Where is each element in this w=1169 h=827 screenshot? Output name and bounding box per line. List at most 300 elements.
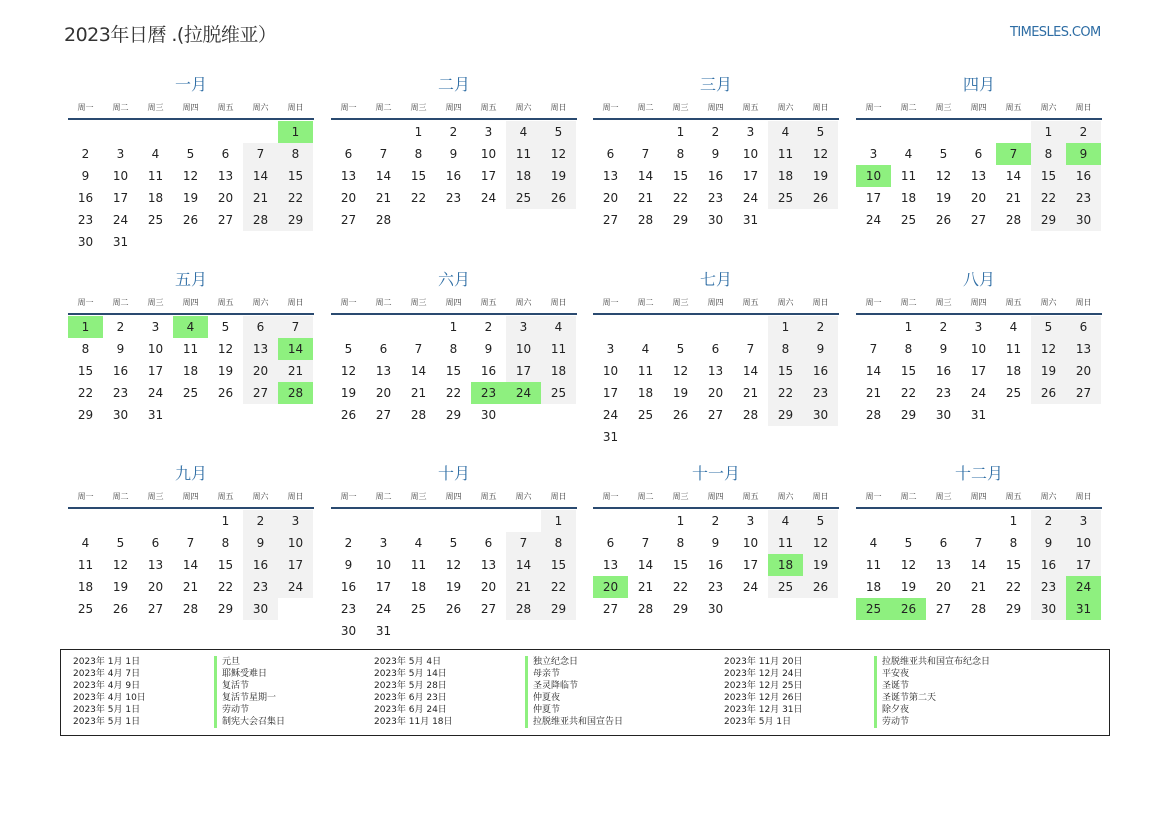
day-cell: 26 [935,213,952,227]
day-cell: 8 [676,536,685,550]
day-cell: 10 [506,338,541,360]
holiday-name: 仲夏夜 [525,692,623,704]
holiday-date: 2023年 4月 7日 [73,669,141,679]
month-block [593,463,839,620]
weekday-header [856,485,1102,507]
day-cell: 18 [1005,364,1022,378]
day-cell: 4 [869,536,878,550]
day-cell: 1 [904,320,913,334]
day-cell: 22 [1031,187,1066,209]
weekday-header [68,485,314,507]
day-grid [856,316,1102,426]
day-cell: 27 [602,602,619,616]
day-cell: 11 [865,558,882,572]
holiday-date: 2023年 11月 18日 [374,717,453,727]
day-cell: 4 [541,316,576,338]
day-cell: 7 [746,342,755,356]
holiday-name: 复活节星期一 [214,692,285,704]
empty-cell [996,121,1031,143]
weekday-label: 周二 [375,102,392,112]
day-cell: 3 [746,125,755,139]
month-name: 十月 [437,464,470,483]
day-cell: 18 [900,191,917,205]
weekday-header [856,96,1102,118]
day-cell: 27 [147,602,164,616]
weekday-label: 周四 [445,297,462,307]
day-cell: 24 [602,408,619,422]
day-cell: 23 [707,580,724,594]
day-cell: 15 [672,169,689,183]
holiday-date: 2023年 5月 14日 [374,669,447,679]
day-cell: 16 [803,360,838,382]
day-cell: 6 [243,316,278,338]
weekday-label: 周五 [480,297,497,307]
day-cell: 20 [340,191,357,205]
weekday-label: 周二 [900,297,917,307]
day-cell: 12 [1031,338,1066,360]
holiday-name: 劳动节 [874,716,990,728]
day-cell: 13 [147,558,164,572]
day-cell: 12 [112,558,129,572]
empty-cell [401,510,436,532]
empty-cell [471,510,506,532]
day-cell: 3 [746,514,755,528]
day-cell: 12 [217,342,234,356]
day-cell: 5 [221,320,230,334]
day-cell: 10 [742,147,759,161]
day-cell: 28 [410,408,427,422]
day-cell: 25 [506,187,541,209]
weekday-label: 周四 [707,491,724,501]
holiday-day-cell: 1 [278,121,313,143]
day-cell: 17 [1066,554,1101,576]
weekday-label: 周五 [217,297,234,307]
day-cell: 11 [637,364,654,378]
day-cell: 4 [768,121,803,143]
weekday-label: 周三 [672,491,689,501]
day-grid [331,121,577,231]
day-cell: 30 [112,408,129,422]
month-name: 五月 [174,270,207,289]
day-cell: 8 [221,536,230,550]
empty-cell [628,510,663,532]
day-cell: 16 [340,580,357,594]
day-cell: 8 [278,143,313,165]
day-cell: 9 [81,169,90,183]
holiday-name-column [214,656,285,728]
day-cell: 19 [541,165,576,187]
holiday-date: 2023年 5月 1日 [73,717,141,727]
day-grid [593,316,839,448]
day-cell: 26 [217,386,234,400]
weekday-label: 周一 [340,491,357,501]
day-cell: 22 [278,187,313,209]
day-cell: 21 [182,580,199,594]
day-cell: 22 [217,580,234,594]
day-cell: 27 [375,408,392,422]
day-cell: 3 [869,147,878,161]
day-grid [68,316,314,426]
day-cell: 31 [602,430,619,444]
day-cell: 7 [379,147,388,161]
day-cell: 16 [445,169,462,183]
day-cell: 13 [970,169,987,183]
day-cell: 13 [340,169,357,183]
weekday-label: 周四 [445,102,462,112]
holiday-date: 2023年 12月 31日 [724,705,803,715]
empty-cell [961,510,996,532]
holiday-day-cell: 25 [856,598,891,620]
empty-cell [208,121,243,143]
day-cell: 2 [243,510,278,532]
day-cell: 19 [112,580,129,594]
day-cell: 29 [77,408,94,422]
month-name: 二月 [437,75,470,94]
day-cell: 11 [182,342,199,356]
day-cell: 14 [637,169,654,183]
weekday-label: 周一 [77,297,94,307]
weekday-label: 周日 [1075,102,1092,112]
day-cell: 20 [217,191,234,205]
day-cell: 3 [606,342,615,356]
empty-cell [663,316,698,338]
day-cell: 19 [900,580,917,594]
holiday-date-column [724,656,803,728]
weekday-label: 周六 [777,102,794,112]
day-cell: 10 [278,532,313,554]
day-cell: 28 [970,602,987,616]
day-cell: 11 [77,558,94,572]
day-cell: 1 [414,125,423,139]
weekday-label: 周日 [812,491,829,501]
empty-cell [926,510,961,532]
day-cell: 15 [278,165,313,187]
weekday-label: 周一 [865,491,882,501]
holiday-day-cell: 1 [68,316,103,338]
month-block [856,463,1102,620]
day-cell: 2 [116,320,125,334]
weekday-label: 周六 [252,297,269,307]
month-divider [593,313,839,315]
day-cell: 7 [278,316,313,338]
day-cell: 23 [340,602,357,616]
empty-cell [68,510,103,532]
day-cell: 5 [1031,316,1066,338]
day-cell: 26 [112,602,129,616]
day-cell: 23 [77,213,94,227]
day-cell: 28 [243,209,278,231]
month-divider [331,118,577,120]
holiday-day-cell: 24 [506,382,541,404]
day-grid [68,121,314,253]
day-cell: 28 [375,213,392,227]
empty-cell [856,121,891,143]
day-cell: 21 [742,386,759,400]
weekday-label: 周日 [812,297,829,307]
weekday-label: 周一 [865,102,882,112]
day-cell: 17 [506,360,541,382]
day-cell: 27 [935,602,952,616]
weekday-label: 周日 [550,297,567,307]
day-cell: 22 [768,382,803,404]
day-cell: 28 [865,408,882,422]
day-cell: 13 [602,558,619,572]
month-block [68,269,314,426]
day-cell: 19 [217,364,234,378]
day-cell: 8 [414,147,423,161]
day-cell: 3 [506,316,541,338]
day-cell: 15 [900,364,917,378]
day-cell: 16 [112,364,129,378]
day-grid [68,510,314,620]
day-cell: 13 [375,364,392,378]
holiday-day-cell: 18 [768,554,803,576]
day-cell: 17 [112,191,129,205]
day-cell: 26 [803,187,838,209]
day-cell: 31 [742,213,759,227]
day-cell: 26 [445,602,462,616]
day-cell: 12 [803,143,838,165]
day-cell: 25 [1005,386,1022,400]
day-grid [331,510,577,642]
day-cell: 29 [672,602,689,616]
day-cell: 5 [186,147,195,161]
empty-cell [401,316,436,338]
weekday-label: 周六 [1040,102,1057,112]
weekday-label: 周四 [182,297,199,307]
holiday-day-cell: 23 [471,382,506,404]
day-cell: 7 [974,536,983,550]
holiday-name: 劳动节 [214,704,285,716]
holiday-name: 圣灵降临节 [525,680,623,692]
day-cell: 20 [935,580,952,594]
day-cell: 6 [1066,316,1101,338]
day-cell: 25 [900,213,917,227]
day-cell: 13 [243,338,278,360]
month-divider [856,507,1102,509]
day-cell: 7 [243,143,278,165]
day-cell: 26 [541,187,576,209]
holiday-date-column [374,656,453,728]
holiday-name: 复活节 [214,680,285,692]
day-cell: 19 [672,386,689,400]
weekday-label: 周四 [707,297,724,307]
empty-cell [856,316,891,338]
empty-cell [628,121,663,143]
day-cell: 21 [278,360,313,382]
weekday-label: 周五 [742,491,759,501]
day-cell: 10 [602,364,619,378]
weekday-label: 周二 [637,491,654,501]
weekday-label: 周二 [900,102,917,112]
day-cell: 23 [112,386,129,400]
day-cell: 4 [768,510,803,532]
day-cell: 12 [445,558,462,572]
empty-cell [593,510,628,532]
day-cell: 15 [1031,165,1066,187]
day-cell: 14 [637,558,654,572]
day-cell: 4 [414,536,423,550]
day-cell: 2 [711,514,720,528]
day-cell: 17 [742,558,759,572]
holiday-day-cell: 10 [856,165,891,187]
holiday-day-cell: 28 [278,382,313,404]
day-cell: 17 [480,169,497,183]
weekday-label: 周六 [1040,491,1057,501]
day-cell: 8 [541,532,576,554]
day-cell: 30 [1031,598,1066,620]
day-cell: 6 [711,342,720,356]
day-cell: 21 [637,191,654,205]
day-cell: 31 [112,235,129,249]
day-cell: 18 [541,360,576,382]
day-cell: 15 [77,364,94,378]
day-cell: 14 [182,558,199,572]
weekday-header [593,291,839,313]
month-block [331,74,577,231]
day-cell: 31 [970,408,987,422]
empty-cell [698,316,733,338]
weekday-label: 周日 [287,102,304,112]
day-cell: 25 [147,213,164,227]
weekday-label: 周四 [445,491,462,501]
day-cell: 14 [1005,169,1022,183]
weekday-label: 周六 [252,491,269,501]
page-title: 2023年日曆 .(拉脱维亚） [64,24,277,46]
day-cell: 20 [480,580,497,594]
day-cell: 20 [707,386,724,400]
weekday-label: 周一 [77,491,94,501]
day-cell: 11 [768,143,803,165]
day-cell: 19 [935,191,952,205]
day-cell: 13 [935,558,952,572]
site-link[interactable]: TIMESLES.COM [1010,25,1101,40]
day-cell: 9 [711,536,720,550]
day-cell: 29 [278,209,313,231]
day-cell: 13 [1066,338,1101,360]
day-cell: 14 [506,554,541,576]
day-cell: 8 [768,338,803,360]
day-cell: 18 [77,580,94,594]
empty-cell [628,316,663,338]
day-cell: 20 [602,191,619,205]
day-cell: 5 [939,147,948,161]
day-cell: 25 [77,602,94,616]
holiday-date: 2023年 12月 25日 [724,681,803,691]
day-cell: 12 [803,532,838,554]
holiday-date: 2023年 5月 28日 [374,681,447,691]
month-block [68,74,314,253]
month-divider [331,507,577,509]
weekday-label: 周六 [252,102,269,112]
weekday-label: 周五 [1005,102,1022,112]
weekday-label: 周六 [1040,297,1057,307]
day-cell: 11 [410,558,427,572]
day-cell: 6 [484,536,493,550]
day-cell: 17 [375,580,392,594]
day-cell: 20 [375,386,392,400]
day-grid [856,121,1102,231]
day-cell: 22 [900,386,917,400]
day-cell: 13 [217,169,234,183]
month-name: 九月 [174,464,207,483]
weekday-header [593,96,839,118]
day-cell: 30 [935,408,952,422]
day-cell: 3 [974,320,983,334]
day-cell: 6 [151,536,160,550]
day-cell: 15 [541,554,576,576]
day-cell: 22 [541,576,576,598]
day-cell: 2 [1066,121,1101,143]
weekday-label: 周二 [112,102,129,112]
holiday-date: 2023年 6月 24日 [374,705,447,715]
day-cell: 8 [1009,536,1018,550]
month-block [593,74,839,231]
month-name: 四月 [962,75,995,94]
day-cell: 12 [340,364,357,378]
day-cell: 2 [484,320,493,334]
holiday-date: 2023年 5月 1日 [73,705,141,715]
day-cell: 6 [344,147,353,161]
holiday-name: 仲夏节 [525,704,623,716]
day-cell: 12 [541,143,576,165]
empty-cell [593,316,628,338]
month-divider [856,118,1102,120]
weekday-label: 周日 [550,102,567,112]
holiday-day-cell: 31 [1066,598,1101,620]
weekday-label: 周日 [550,491,567,501]
day-cell: 23 [445,191,462,205]
day-grid [331,316,577,426]
empty-cell [926,121,961,143]
month-block [68,463,314,620]
weekday-label: 周四 [970,491,987,501]
day-cell: 10 [970,342,987,356]
day-grid [593,510,839,620]
empty-cell [103,121,138,143]
weekday-label: 周五 [742,102,759,112]
day-cell: 19 [340,386,357,400]
day-cell: 8 [81,342,90,356]
day-cell: 17 [602,386,619,400]
day-cell: 4 [81,536,90,550]
month-name: 六月 [437,270,470,289]
day-cell: 24 [480,191,497,205]
empty-cell [593,121,628,143]
holiday-list [60,649,1110,736]
day-cell: 23 [707,191,724,205]
day-cell: 4 [506,121,541,143]
day-cell: 1 [449,320,458,334]
holiday-date: 2023年 4月 9日 [73,681,141,691]
empty-cell [366,121,401,143]
day-cell: 27 [707,408,724,422]
day-cell: 17 [970,364,987,378]
weekday-label: 周四 [970,102,987,112]
day-cell: 25 [768,187,803,209]
day-cell: 2 [81,147,90,161]
day-cell: 1 [221,514,230,528]
day-cell: 7 [186,536,195,550]
day-cell: 31 [147,408,164,422]
day-cell: 27 [243,382,278,404]
day-cell: 30 [243,598,278,620]
day-cell: 14 [243,165,278,187]
day-cell: 19 [1031,360,1066,382]
day-cell: 5 [116,536,125,550]
day-cell: 5 [803,510,838,532]
day-cell: 29 [1031,209,1066,231]
